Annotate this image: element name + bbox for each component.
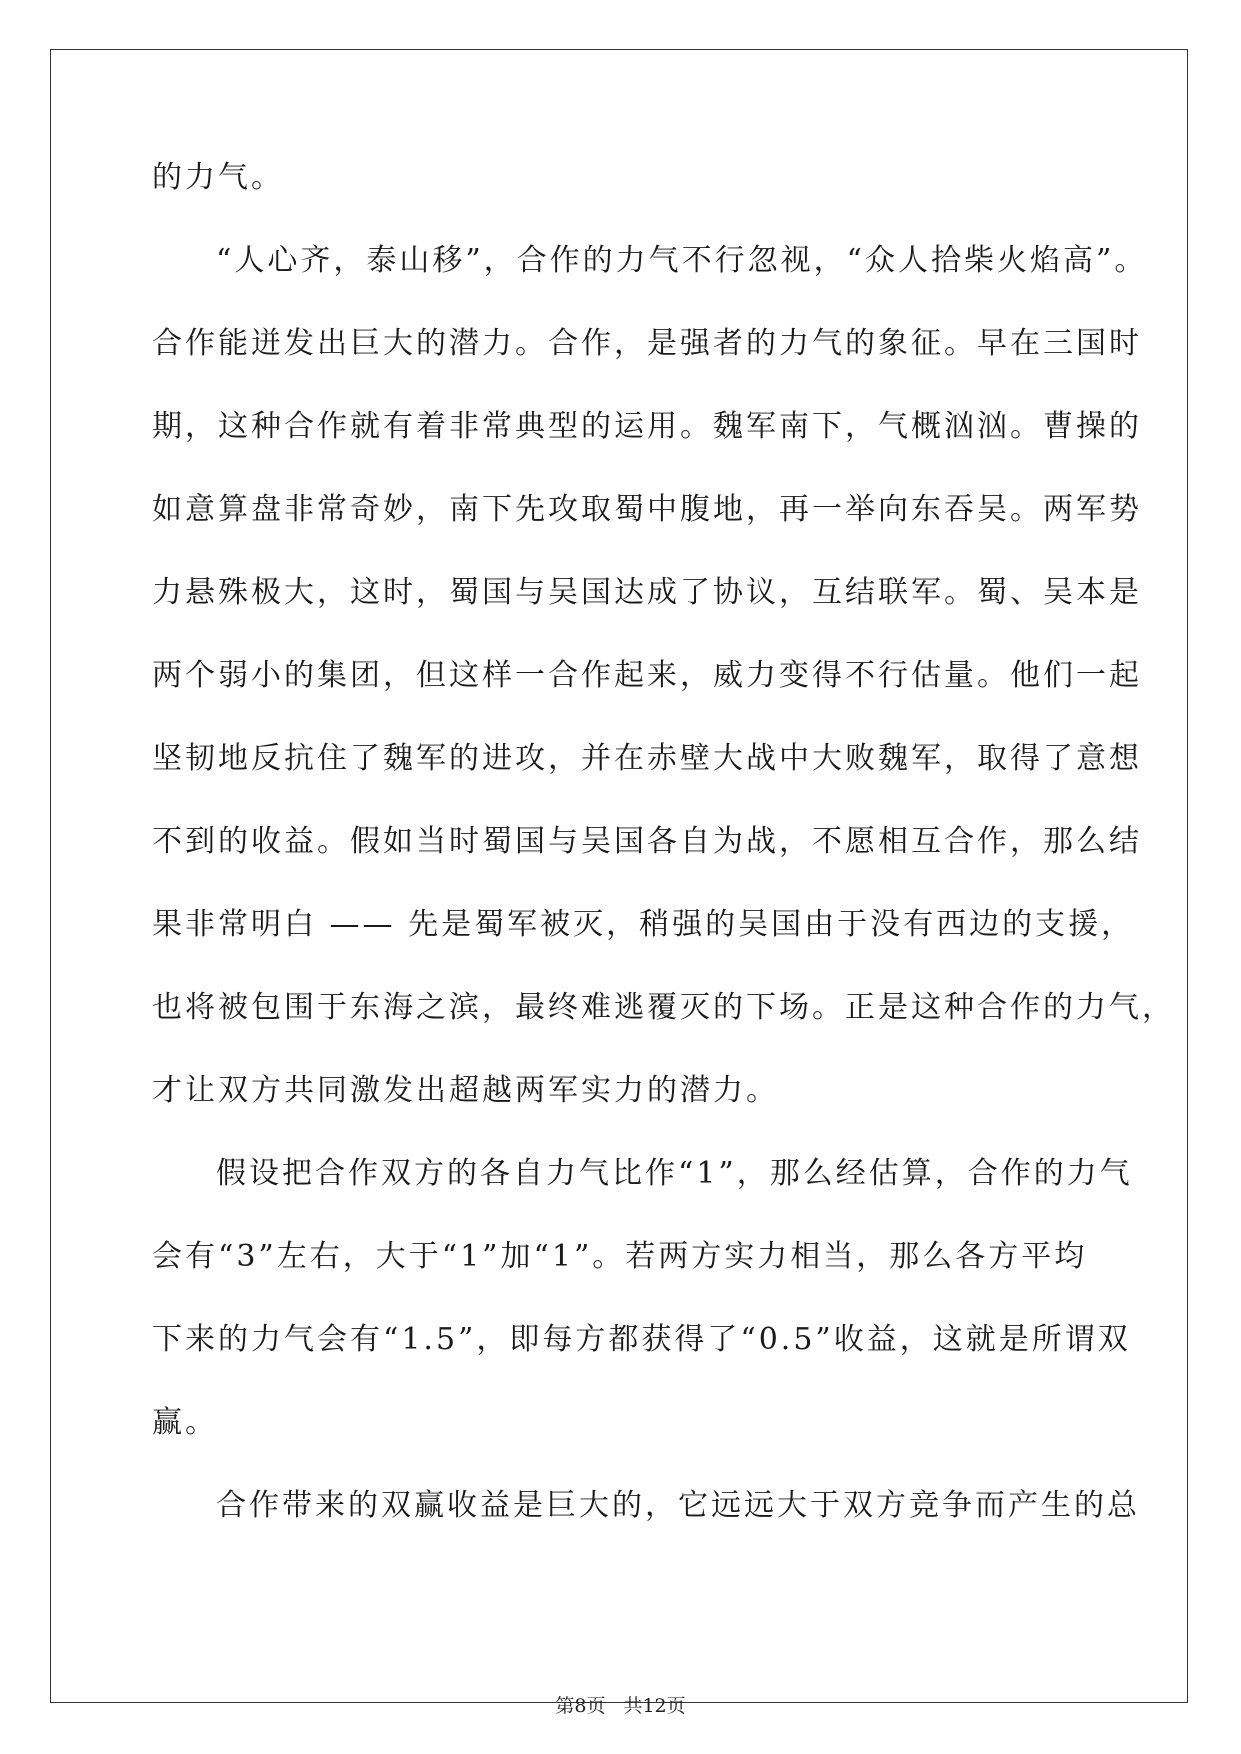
- text-line: 的力气。: [152, 160, 284, 195]
- document-body: [152, 160, 1175, 1571]
- text-line: 赢。: [152, 1405, 218, 1440]
- text-line: 两个弱小的集团，但这样一合作起来，威力变得不行估量。他们一起: [152, 658, 1142, 693]
- paragraph-start-line: 合作带来的双赢收益是巨大的，它远远大于双方竞争而产生的总: [216, 1488, 1140, 1523]
- text-line: 合作能迸发出巨大的潜力。合作，是强者的力气的象征。早在三国时: [152, 326, 1142, 361]
- text-line: 期，这种合作就有着非常典型的运用。魏军南下，气概汹汹。曹操的: [152, 409, 1142, 444]
- text-line: 坚韧地反抗住了魏军的进攻，并在赤壁大战中大败魏军，取得了意想: [152, 741, 1142, 776]
- text-line: 会有“3”左右，大于“1”加“1”。若两方实力相当，那么各方平均: [152, 1239, 1088, 1274]
- page-total: 共12页: [623, 1695, 686, 1717]
- text-line: 如意算盘非常奇妙，南下先攻取蜀中腹地，再一举向东吞吴。两军势: [152, 492, 1142, 527]
- text-line: 不到的收益。假如当时蜀国与吴国各自为战，不愿相互合作，那么结: [152, 824, 1142, 859]
- page-number: 第8页: [555, 1695, 606, 1717]
- text-line: 也将被包围于东海之滨，最终难逃覆灭的下场。正是这种合作的力气，: [152, 990, 1175, 1025]
- paragraph-start-line: “人心齐，泰山移”，合作的力气不行忽视，“众人拾柴火焰高”。: [216, 243, 1148, 278]
- paragraph-start-line: 假设把合作双方的各自力气比作“1”，那么经估算，合作的力气: [216, 1156, 1133, 1191]
- text-line: 下来的力气会有“1.5”，即每方都获得了“0.5”收益，这就是所谓双: [152, 1322, 1131, 1357]
- page-footer: [0, 1691, 1241, 1718]
- text-line: 果非常明白 —— 先是蜀军被灭，稍强的吴国由于没有西边的支援，: [152, 907, 1135, 942]
- text-line: 力悬殊极大，这时，蜀国与吴国达成了协议，互结联军。蜀、吴本是: [152, 575, 1142, 610]
- text-line: 才让双方共同激发出超越两军实力的潜力。: [152, 1073, 779, 1108]
